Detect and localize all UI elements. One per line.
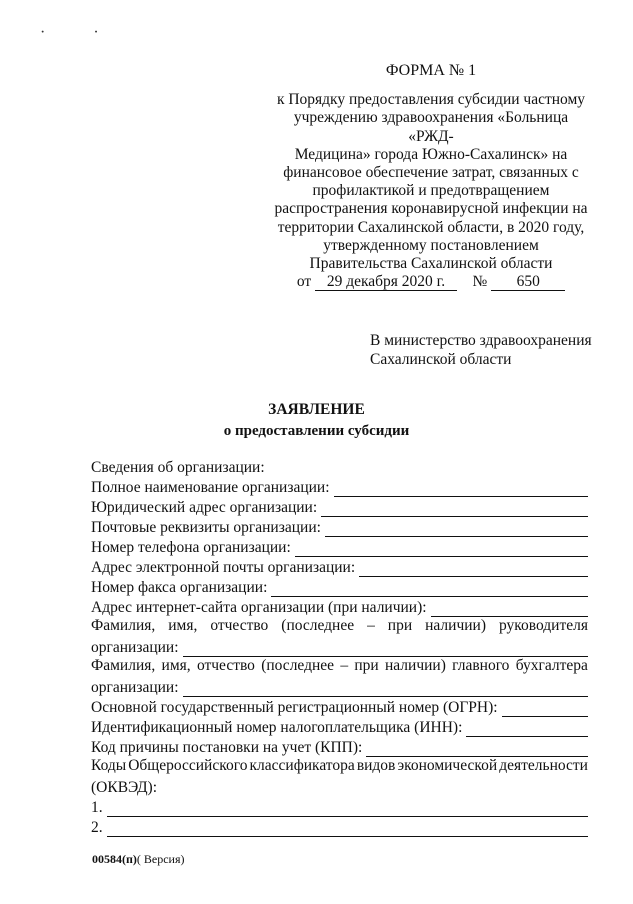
field-label: Основной государственный регистрационный номер (ОГРН): xyxy=(91,699,498,716)
document-code: 00584(п) xyxy=(92,852,137,866)
field-ogrn xyxy=(91,697,588,717)
header-line: финансовое обеспечение затрат, связанных с xyxy=(283,164,579,182)
field-label: Юридический адрес организации: xyxy=(91,499,318,516)
item-number: 1. xyxy=(91,799,103,816)
field-kpp xyxy=(91,737,588,757)
word: (последнее xyxy=(281,617,355,634)
word: бухгалтера xyxy=(515,657,588,674)
header-line: Правительства Сахалинской области xyxy=(309,255,553,273)
field-head-label xyxy=(91,617,588,637)
form-number-title: ФОРМА № 1 xyxy=(385,62,477,79)
addressee-line: Сахалинской области xyxy=(370,351,512,368)
head-input-line[interactable] xyxy=(183,642,588,657)
field-website xyxy=(91,597,588,617)
header-line: профилактикой и предотвращением xyxy=(312,182,550,200)
section-label: Сведения об организации: xyxy=(91,459,265,476)
from-label: от xyxy=(296,273,312,291)
ogrn-input-line[interactable] xyxy=(502,702,588,717)
word: руководителя xyxy=(498,617,588,634)
website-input-line[interactable] xyxy=(431,602,588,617)
field-fax xyxy=(91,577,588,597)
field-label: организации: xyxy=(91,639,179,656)
approval-number: 650 xyxy=(491,273,565,291)
word: – xyxy=(340,657,349,674)
word: экономической xyxy=(397,757,498,774)
word: видов xyxy=(356,757,396,774)
addressee-block xyxy=(370,331,610,369)
field-label: Номер факса организации: xyxy=(91,579,268,596)
full-name-input-line[interactable] xyxy=(334,482,588,497)
field-okved xyxy=(91,777,588,797)
field-label: организации: xyxy=(91,679,179,696)
word: наличии) xyxy=(384,657,446,674)
approval-date: 29 декабря 2020 г. xyxy=(315,273,457,291)
field-phone xyxy=(91,537,588,557)
word: деятельности xyxy=(499,757,588,774)
approval-line xyxy=(270,273,592,291)
word: имя, xyxy=(161,657,191,674)
section-label-row xyxy=(91,457,588,477)
inn-input-line[interactable] xyxy=(466,722,588,737)
field-label: Код причины постановки на учет (КПП): xyxy=(91,739,363,756)
field-label: Почтовые реквизиты организации: xyxy=(91,519,321,536)
field-okved-label xyxy=(91,757,588,777)
word: (последнее xyxy=(261,657,335,674)
word: отчество xyxy=(210,617,269,634)
word: Фамилия, xyxy=(91,657,156,674)
document-subtitle: о предоставлении субсидии xyxy=(223,423,410,439)
scan-artifact-dots: · · xyxy=(40,24,121,41)
word: классификатора xyxy=(249,757,355,774)
accountant-input-line[interactable] xyxy=(183,682,588,697)
word: имя, xyxy=(168,617,198,634)
field-accountant xyxy=(91,677,588,697)
header-line: утвержденному постановлением xyxy=(323,236,539,254)
document-version: ( Версия) xyxy=(136,852,185,866)
okved-item-1-input-line[interactable] xyxy=(107,802,588,817)
phone-input-line[interactable] xyxy=(295,542,588,557)
number-label: № xyxy=(472,273,488,291)
field-inn xyxy=(91,717,588,737)
addressee-line: В министерство здравоохранения xyxy=(370,332,592,349)
word: главного xyxy=(452,657,510,674)
document-footer xyxy=(92,852,185,867)
legal-address-input-line[interactable] xyxy=(321,502,588,517)
email-input-line[interactable] xyxy=(359,562,588,577)
okved-item-2 xyxy=(91,817,588,837)
word: при xyxy=(354,657,379,674)
document-title: ЗАЯВЛЕНИЕ xyxy=(268,401,365,418)
header-line: учреждению здравоохранения «Больница «РЖД- xyxy=(293,109,569,145)
word: – xyxy=(367,617,375,634)
form-header xyxy=(270,62,592,291)
kpp-input-line[interactable] xyxy=(366,742,588,757)
word: отчество xyxy=(196,657,255,674)
header-line: территории Сахалинской области, в 2020 году, xyxy=(277,218,585,236)
field-accountant-label xyxy=(91,657,588,677)
word: при xyxy=(387,617,413,634)
field-label: Номер телефона организации: xyxy=(91,539,291,556)
field-postal xyxy=(91,517,588,537)
field-label: Полное наименование организации: xyxy=(91,479,330,496)
field-label: Адрес интернет-сайта организации (при наличии): xyxy=(91,599,427,616)
word: Общероссийского xyxy=(128,757,248,774)
header-line: к Порядку предоставления субсидии частному xyxy=(276,91,586,109)
field-head xyxy=(91,637,588,657)
okved-item-1 xyxy=(91,797,588,817)
field-label: (ОКВЭД): xyxy=(91,779,158,796)
fax-input-line[interactable] xyxy=(271,582,588,597)
header-line: распространения коронавирусной инфекции на xyxy=(274,200,588,218)
word: Коды xyxy=(91,757,127,774)
item-number: 2. xyxy=(91,819,103,836)
field-legal-address xyxy=(91,497,588,517)
okved-item-2-input-line[interactable] xyxy=(107,822,588,837)
word: Фамилия, xyxy=(91,617,156,634)
organization-fields xyxy=(91,457,588,837)
field-label: Адрес электронной почты организации: xyxy=(91,559,356,576)
header-line: Медицина» города Южно-Сахалинск» на xyxy=(294,145,568,163)
field-label: Идентификационный номер налогоплательщика (ИНН): xyxy=(91,719,463,736)
postal-input-line[interactable] xyxy=(325,522,588,537)
field-full-name xyxy=(91,477,588,497)
word: наличии) xyxy=(425,617,486,634)
field-email xyxy=(91,557,588,577)
